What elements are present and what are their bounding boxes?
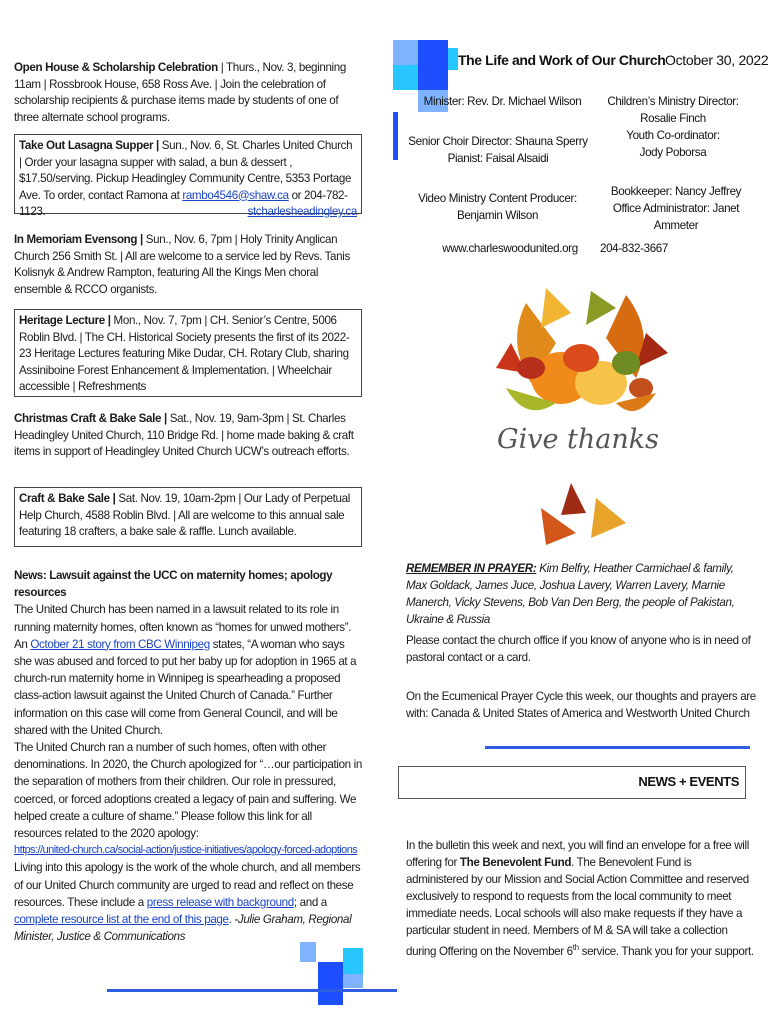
prayer-cycle: On the Ecumenical Prayer Cycle this week, our thoughts and prayers are with: Canada & United States of America and Westworth United Church [406,690,756,720]
childrens-ministry: Children’s Ministry Director: Rosalie Finch Youth Co-ordinator: Jody Poborsa [607,95,739,159]
email-link[interactable]: rambo4546@shaw.ca [182,188,289,202]
minister-line: Minister: Rev. Dr. Michael Wilson [423,95,582,108]
newsletter-title: The Life and Work of Our Church [458,52,666,68]
decor-square-small [448,48,458,70]
bookkeeper: Bookkeeper: Nancy Jeffrey Office Administrator: Janet Ammeter [610,185,742,232]
decor-square-cyan [393,65,418,90]
divider-rule [485,746,750,749]
decor-square-blue [418,40,448,90]
event-craft-sale: Craft & Bake Sale | Sat. Nov. 19, 10am-2pm | Our Lady of Perpetual Help Church, 4588 Roblin Blvd. | All are welcome to this annual sale featuring 18 crafters, a bake sale & raffle. Lunch available. [14,487,362,547]
give-thanks-caption: Give thanks [497,424,659,455]
cbc-story-link[interactable]: October 21 story from CBC Winnipeg [30,637,210,651]
choir-director: Senior Choir Director: Shauna Sperry Pianist: Faisal Alsaidi [408,135,588,165]
pastoral-contact: Please contact the church office if you know of anyone who is in need of pastoral contact or a card. [406,634,751,664]
newsletter-date: October 30, 2022 [665,52,769,68]
resource-list-link[interactable]: complete resource list at the end of this page [14,913,229,927]
press-release-link[interactable]: press release with background [146,895,294,909]
decor-square-light [393,40,418,65]
stcharles-link[interactable]: stcharlesheadingley.ca [247,205,357,218]
apology-link[interactable]: https://united-church.ca/social-action/justice-initiatives/apology-forced-adoptions [14,844,358,857]
decor-bottom-cyan [343,948,363,974]
news-title: News: Lawsuit against the UCC on maternity homes; apology resources [14,569,333,600]
church-website[interactable]: www.charleswoodunited.org [442,242,578,255]
video-producer: Video Ministry Content Producer: Benjamin Wilson [418,192,577,222]
event-evensong: In Memoriam Evensong | Sun., Nov. 6, 7pm | Holy Trinity Anglican Church 256 Smith St. | All are welcome to a service led by Revs. Tanis Kolisnyk & Andrew Rampton, featuring All the Kings Men choral ensemble & RCCO organists. [14,233,350,296]
event-lasagna-supper: Take Out Lasagna Supper | Sun., Nov. 6, St. Charles United Church | Order your lasagna supper with salad, a bun & dessert , $17.50/serving. Pickup Headingley Community Centre, 5353 Portage Ave. To order, contact Ramona at rambo4546@shaw.ca or 204-782-1123. stcharlesheadingley.ca [14,134,362,214]
church-phone: 204-832-3667 [599,242,668,255]
prayer-section: REMEMBER IN PRAYER: Kim Belfry, Heather Carmichael & family, Max Goldack, James Juce, Joshua Lavery, Warren Lavery, Marnie Manerch, Vicky Stevens, Bob Van Den Berg, the people of Pakistan, Ukraine & Russia [406,562,735,626]
news-events-title: NEWS + EVENTS [638,774,739,789]
event-open-house: Open House & Scholarship Celebration | Thurs., Nov. 3, beginning 11am | Rossbrook House, 658 Ross Ave. | Join the celebration of scholarship recipients & purchase items made by students of one of three alternate school programs. [14,61,346,124]
benevolent-fund-text: In the bulletin this week and next, you will find an envelope for a free will offering for The Benevolent Fund. The Benevolent Fund is administered by our Mission and Social Action Committee and reserved exclusively to respond to requests from the local community to meet immediate needs. Local schools will also make requests if they have a particular student in need. Members of M & SA will take a collection during Offering on the November 6th service. Thank you for your support. [406,839,754,958]
autumn-harvest-image [486,283,671,548]
bottom-rule [107,989,397,992]
event-christmas-sale: Christmas Craft & Bake Sale | Sat., Nov. 19, 9am-3pm | St. Charles Headingley United Church, 110 Bridge Rd. | home made baking & craft items in support of Headingley United Church UCW’s outreach efforts. [14,412,354,458]
news-events-box [398,766,746,799]
news-article: News: Lawsuit against the UCC on maternity homes; apology resources The United Church has been named in a lawsuit related to its role in running maternity homes, often known as “homes for unwed mothers”. An October 21 story from CBC Winnipeg states, “A woman who says she was abused and forced to put her baby up for adoption in 1965 at a church-run maternity home in Winnipeg is spearheading a proposed class-action lawsuit against the United Church of Canada.” Further information on this case will come from General Council, and will be shared with the United Church. The United Church ran a number of such homes, often with other denominations. In 2020, the Church apologized for “…our participation in the separation of mothers from their children. Our role in pressured, coerced, or forced adoptions created a legacy of pain and suffering. We helped create a culture of shame.” Please follow this link for all resources related to the 2020 apology: https://united-church.ca/social-action/justice-initiatives/apology-forced-adoptions Living into this apology is the work of the whole church, and all members of our United Church community are urged to read and reflect on these resources. These include a press release with background; and a complete resource list at the end of this page. -Julie Graham, Regional Minister, Justice & Communications [14,569,362,944]
decor-bottom-light2 [343,974,363,988]
decor-bottom-blue [318,962,343,1005]
decor-bottom-light [300,942,316,962]
event-heritage-lecture: Heritage Lecture | Mon., Nov. 7, 7pm | CH. Senior’s Centre, 5006 Roblin Blvd. | The CH. Historical Society presents the first of its 2022-23 Heritage Lectures featuring Mike Dudar, CH. Rotary Club, sharing Assiniboine Forest Enhancement & Implementation. | Wheelchair accessible | Refreshments [14,309,362,397]
decor-bar-vertical [393,112,398,160]
